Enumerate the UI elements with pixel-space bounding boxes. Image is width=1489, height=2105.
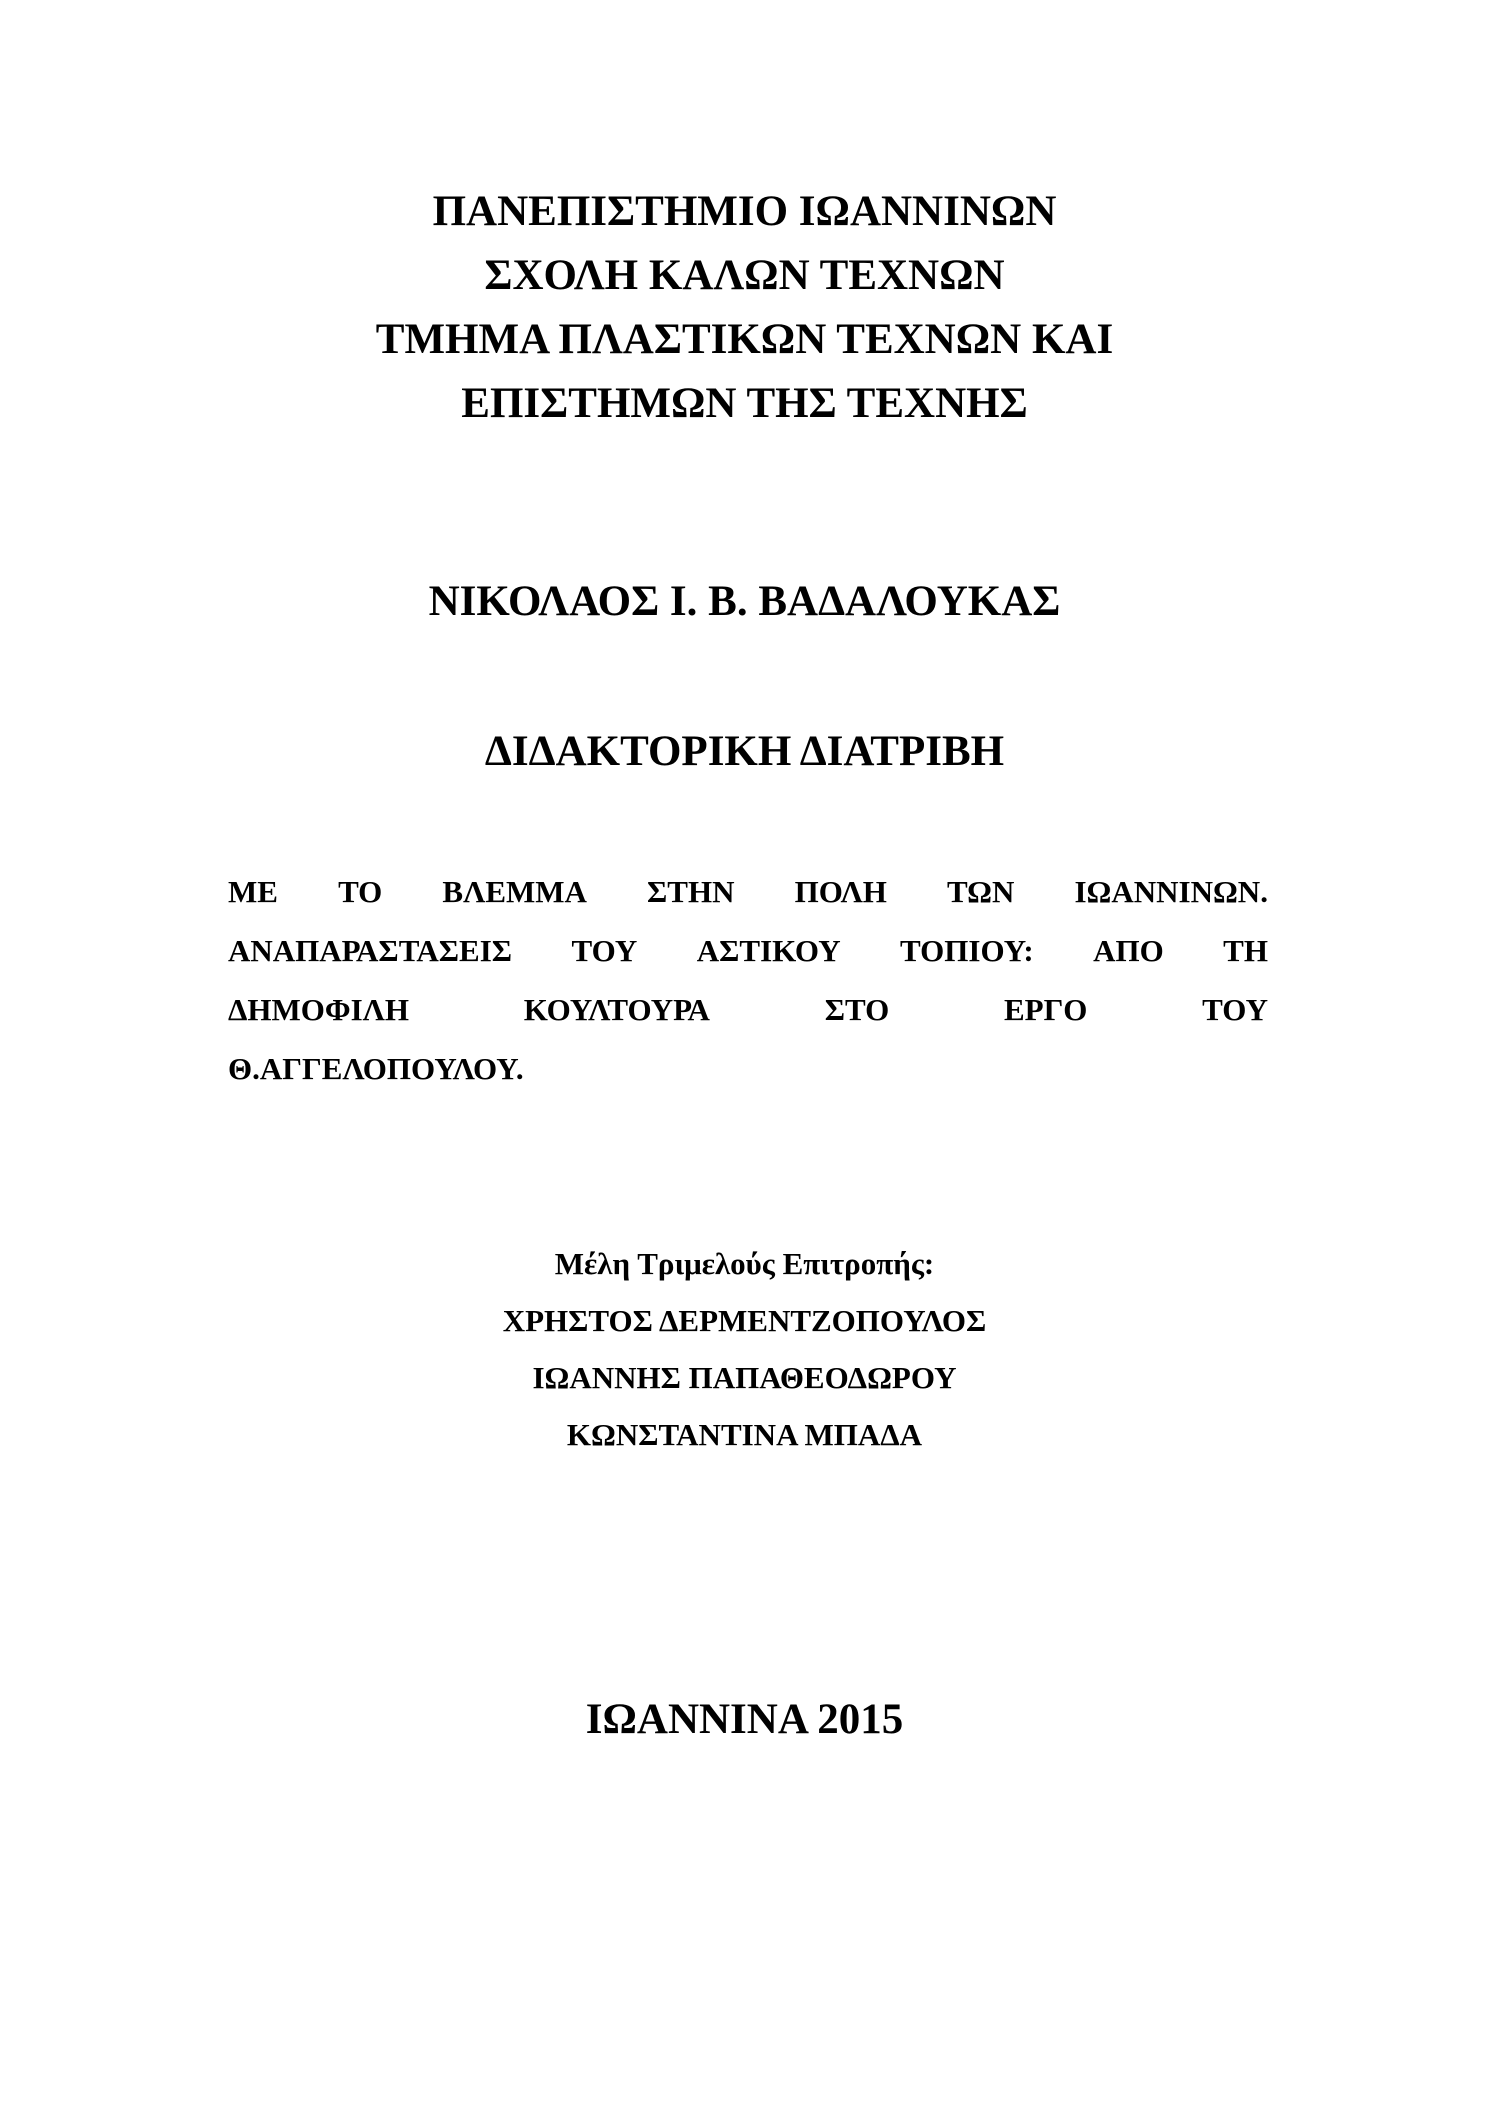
title-word: ΤΟΥ [571,933,638,968]
title-word: ΙΩΑΝΝΙΝΩΝ. [1074,874,1268,909]
title-word: ΤΟΠΙΟΥ: [900,933,1034,968]
title-word: ΣΤΟ [824,992,890,1027]
title-word: ΜΕ [228,874,278,909]
school-name: ΣΧΟΛΗ ΚΑΛΩΝ ΤΕΧΝΩΝ [484,252,1005,299]
thesis-title-line-2 [228,921,1268,980]
title-word: ΑΝΑΠΑΡΑΣΤΑΣΕΙΣ [228,933,513,968]
document-type: ΔΙΔΑΚΤΟΡΙΚΗ ΔΙΑΤΡΙΒΗ [484,728,1005,775]
title-word: ΣΤΗΝ [647,874,735,909]
committee-heading: Μέλη Τριμελούς Επιτροπής: [554,1246,935,1281]
institution-heading [0,180,1489,436]
title-word: ΑΣΤΙΚΟΥ [696,933,841,968]
committee-member: ΚΩΝΣΤΑΝΤΙΝΑ ΜΠΑΔΑ [566,1417,923,1452]
thesis-title [228,862,1268,1098]
title-word: ΤΟ [338,874,383,909]
title-word: Θ.ΑΓΓΕΛΟΠΟΥΛΟΥ. [228,1051,524,1086]
committee [0,1235,1489,1463]
thesis-title-line-1 [228,862,1268,921]
department-name-line-1: ΤΜΗΜΑ ΠΛΑΣΤΙΚΩΝ ΤΕΧΝΩΝ ΚΑΙ [375,316,1114,363]
title-word: ΚΟΥΛΤΟΥΡΑ [523,992,710,1027]
place-and-year: ΙΩΑΝΝΙΝΑ 2015 [585,1696,904,1743]
thesis-title-line-3 [228,980,1268,1039]
committee-member: ΙΩΑΝΝΗΣ ΠΑΠΑΘΕΟΔΩΡΟΥ [532,1360,957,1395]
title-word: ΒΛΕΜΜΑ [442,874,587,909]
title-word: ΤΩΝ [947,874,1015,909]
title-word: ΔΗΜΟΦΙΛΗ [228,992,410,1027]
thesis-title-line-4 [228,1039,1268,1098]
committee-member: ΧΡΗΣΤΟΣ ΔΕΡΜΕΝΤΖΟΠΟΥΛΟΣ [502,1303,987,1338]
title-word: ΠΟΛΗ [794,874,887,909]
department-name-line-2: ΕΠΙΣΤΗΜΩΝ ΤΗΣ ΤΕΧΝΗΣ [461,380,1028,427]
title-word: ΤΗ [1223,933,1268,968]
title-word: ΤΟΥ [1202,992,1268,1027]
title-word: ΑΠΟ [1093,933,1164,968]
title-word: ΕΡΓΟ [1003,992,1088,1027]
author-name: ΝΙΚΟΛΑΟΣ Ι. Β. ΒΑΔΑΛΟΥΚΑΣ [428,578,1061,625]
university-name: ΠΑΝΕΠΙΣΤΗΜΙΟ ΙΩΑΝΝΙΝΩΝ [432,188,1057,235]
